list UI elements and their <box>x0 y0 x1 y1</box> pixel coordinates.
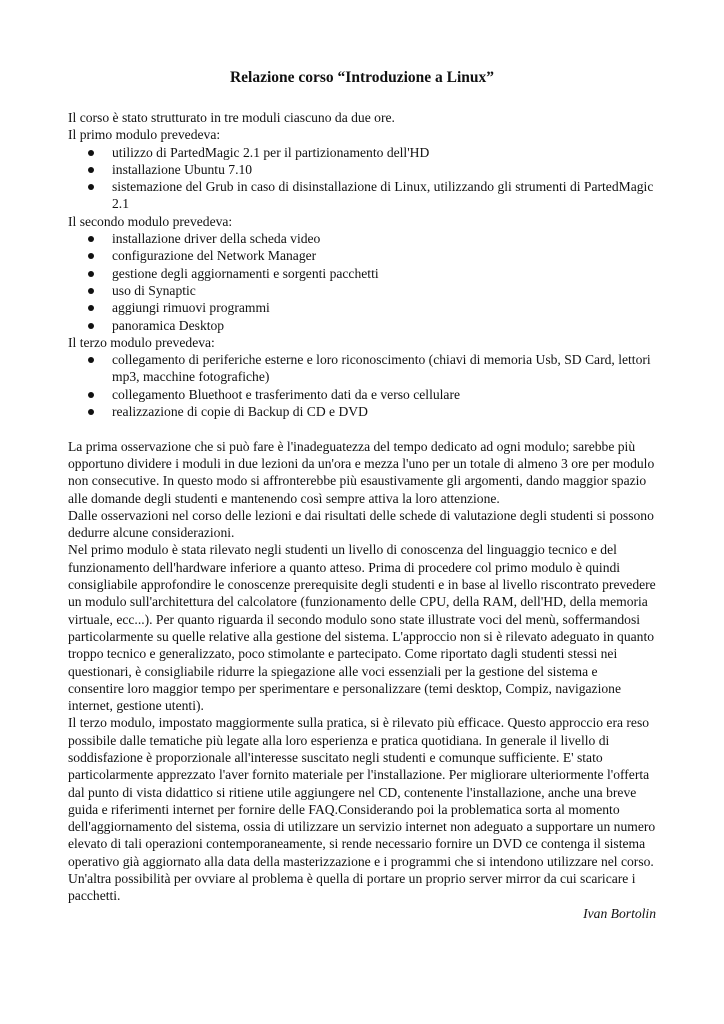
list-item: panoramica Desktop <box>68 317 656 334</box>
author-signature: Ivan Bortolin <box>583 905 656 921</box>
module-1-heading: Il primo modulo prevedeva: <box>68 127 221 143</box>
list-item: configurazione del Network Manager <box>68 247 656 264</box>
list-item: realizzazione di copie di Backup di CD e DVD <box>68 403 656 420</box>
list-item: aggiungi rimuovi programmi <box>68 299 656 316</box>
list-item: installazione driver della scheda video <box>68 230 656 247</box>
module-1-list <box>68 144 656 213</box>
list-item: gestione degli aggiornamenti e sorgenti pacchetti <box>68 265 656 282</box>
body-paragraph: Il terzo modulo, impostato maggiormente sulla pratica, si è rilevato più efficace. Questo approccio era reso possibile dalle tematiche più legate alla loro esperienza e pratica quotidiana. In generale il livello di soddisfazione è proporzionale all'interesse suscitato negli studenti e comunque sufficiente. E' stato particolarmente apprezzato l'aver fornito materiale per l'installazione. Per migliorare ulteriormente l'offerta dal punto di vista didattico si ritiene utile aggiungere nel CD, contenente l'installazione, anche una breve guida e riferimenti internet per fornire delle FAQ.Considerando poi la problematica sorta al momento dell'aggiornamento del sistema, ossia di utilizzare un servizio internet non adeguato a supportare un numero elevato di tali operazioni contemporaneamente, si rende necessario fornire un DVD ce contenga il sistema operativo già aggiornato alla data della masterizzazione e i programmi che si intendono utilizzare nel corso. Un'altra possibilità per ovviare al problema è quella di portare un proprio server mirror da cui scaricare i pacchetti. <box>68 715 656 904</box>
list-item: uso di Synaptic <box>68 282 656 299</box>
body-paragraph: La prima osservazione che si può fare è l'inadeguatezza del tempo dedicato ad ogni modulo; sarebbe più opportuno dividere i moduli in due lezioni da un'ora e mezza l'uno per un totale di almeno 3 ore per modulo non consecutive. In questo modo si affronterebbe più esaustivamente gli argomenti, dando maggior spazio alle domande degli studenti e mantenendo così sempre attiva la loro attenzione. <box>68 438 655 506</box>
list-item: installazione Ubuntu 7.10 <box>68 161 656 178</box>
body-paragraph: Dalle osservazioni nel corso delle lezioni e dai risultati delle schede di valutazione degli studenti si possono dedurre alcune considerazioni. <box>68 507 654 541</box>
module-3-list <box>68 351 656 420</box>
intro-line: Il corso è stato strutturato in tre moduli ciascuno da due ore. <box>68 110 395 125</box>
module-3-heading: Il terzo modulo prevedeva: <box>68 334 215 350</box>
document-page <box>68 68 656 922</box>
module-2-list <box>68 230 656 334</box>
list-item: sistemazione del Grub in caso di disinstallazione di Linux, utilizzando gli strumenti di PartedMagic 2.1 <box>68 178 656 213</box>
list-item: collegamento di periferiche esterne e loro riconoscimento (chiavi di memoria Usb, SD Card, lettori mp3, macchine fotografiche) <box>68 351 656 386</box>
module-2-heading: Il secondo modulo prevedeva: <box>68 213 233 229</box>
body-paragraph: Nel primo modulo è stata rilevato negli studenti un livello di conoscenza del linguaggio tecnico e del funzionamento dell'hardware inferiore a quanto atteso. Prima di procedere col primo modulo è quindi consigliabile approfondire le conoscenze prerequisite degli studenti e in base al livello riscontrato prevedere un modulo sull'architettura del calcolatore (funzionamento delle CPU, della RAM, dell'HD, della memoria virtuale, ecc...). Per quanto riguarda il secondo modulo sono state illustrate voci del menù, soffermandosi particolarmente su quelle relative alla gestione del sistema. L'approccio non si è rilevato adeguato in quanto troppo tecnico e generalizzato, poco stimolante e partecipato. Come riportato dagli studenti stessi nei questionari, è consigliabile ridurre la spiegazione alle voci essenziali per la gestione del sistema e consentire loro maggior tempo per sperimentare e personalizzare (temi desktop, Compiz, navigazione internet, gestione utenti). <box>68 542 656 714</box>
list-item: utilizzo di PartedMagic 2.1 per il partizionamento dell'HD <box>68 144 656 161</box>
paragraph-spacer <box>68 420 656 437</box>
list-item: collegamento Bluethoot e trasferimento dati da e verso cellulare <box>68 386 656 403</box>
document-title: Relazione corso “Introduzione a Linux” <box>229 69 495 86</box>
